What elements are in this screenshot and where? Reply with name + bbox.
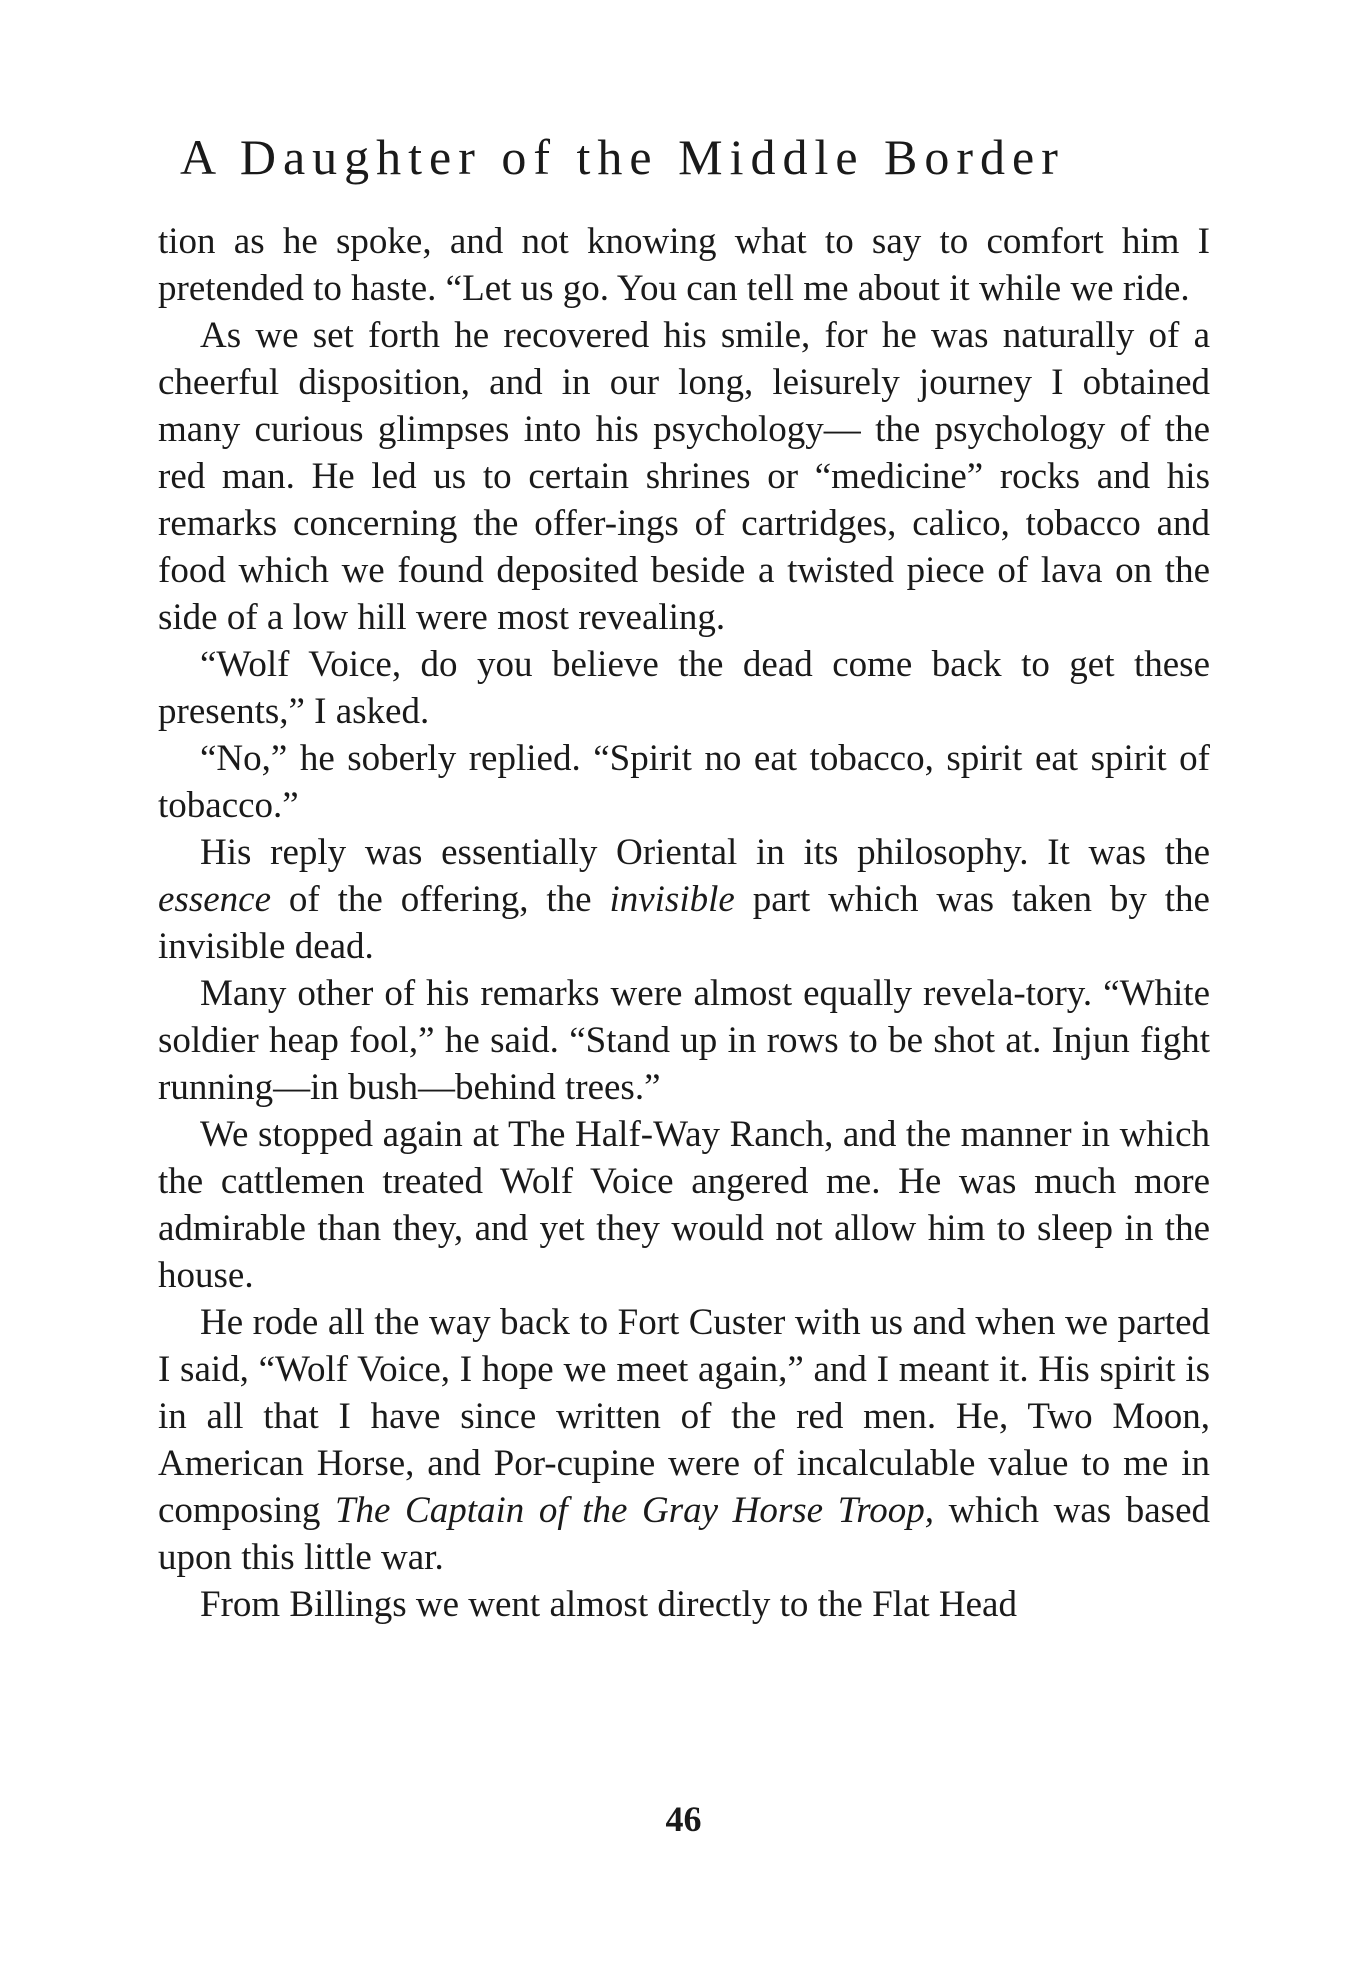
paragraph: From Billings we went almost directly to the Flat Head: [200, 1584, 1017, 1625]
paragraph: [158, 1299, 1210, 1581]
text-run: which was based upon this little war.: [158, 1490, 1210, 1578]
paragraph: [158, 829, 1210, 970]
page-number: 46: [665, 1799, 702, 1839]
paragraph: “Wolf Voice, do you believe the dead come back to get these presents,” I asked.: [158, 644, 1210, 732]
text-run: of the offering, the: [271, 879, 610, 920]
body-text: [158, 218, 1210, 1628]
paragraph: tion as he spoke, and not knowing what to say to comfort him I pretended to haste. “Let us go. You can tell me about it while we ride.: [158, 221, 1210, 309]
text-run: part which was taken by the invisible dead.: [158, 879, 1210, 967]
italic-emphasis: invisible: [609, 879, 735, 920]
book-title: The Captain of the Gray Horse Troop,: [334, 1490, 935, 1531]
text-run: He rode all the way back to Fort Custer with us and when we parted I said, “Wolf Voice, I hope we meet again,” and I meant it. His spirit is in all that I have since written of the red men. He, Two Moon, American Horse, and Por-cupine were of incalculable value to me in composing: [158, 1302, 1210, 1531]
italic-emphasis: essence: [158, 879, 271, 920]
paragraph: We stopped again at The Half-Way Ranch, and the manner in which the cattlemen treated Wolf Voice angered me. He was much more admirable than they, and yet they would not allow him to sleep in the house.: [158, 1114, 1210, 1296]
text-run: His reply was essentially Oriental in its philosophy. It was the: [200, 832, 1210, 873]
paragraph: Many other of his remarks were almost equally revela-tory. “White soldier heap fool,” he said. “Stand up in rows to be shot at. Injun fight running—in bush—behind trees.”: [158, 973, 1210, 1108]
paragraph: As we set forth he recovered his smile, for he was naturally of a cheerful disposition, and in our long, leisurely journey I obtained many curious glimpses into his psychology— the psychology of the red man. He led us to certain shrines or “medicine” rocks and his remarks concerning the offer-ings of cartridges, calico, tobacco and food which we found deposited beside a twisted piece of lava on the side of a low hill were most revealing.: [158, 315, 1210, 638]
running-head: A Daughter of the Middle Border: [180, 129, 1065, 185]
paragraph: “No,” he soberly replied. “Spirit no eat tobacco, spirit eat spirit of tobacco.”: [158, 738, 1210, 826]
